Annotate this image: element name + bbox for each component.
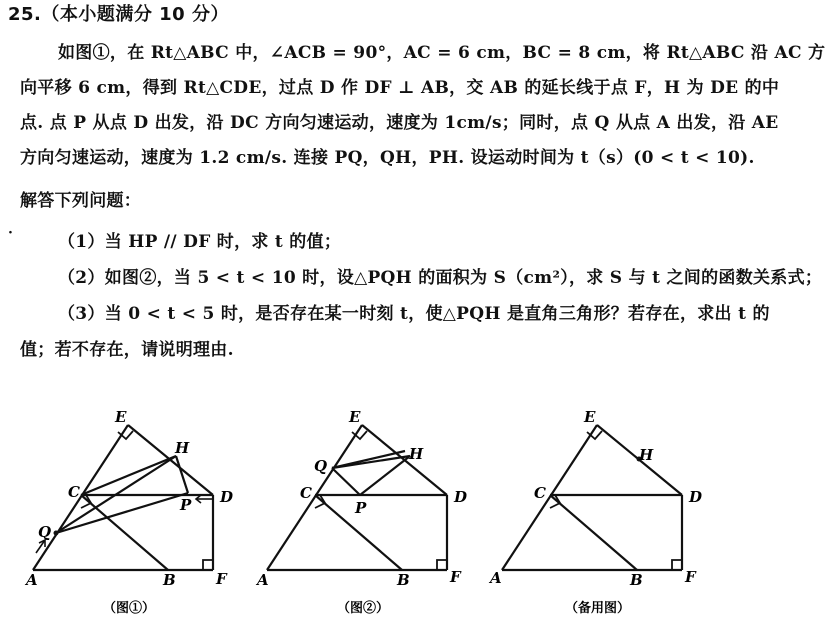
fig3-label-b: B bbox=[630, 571, 643, 589]
fig3-label-f: F bbox=[685, 568, 696, 586]
fig1-label-a: A bbox=[26, 571, 38, 589]
problem-text-line-1: 如图①，在 Rt△ABC 中，∠ACB = 90°，AC = 6 cm，BC = 8 cm，将 Rt△ABC 沿 AC 方 bbox=[58, 43, 825, 63]
fig2-label-d: D bbox=[454, 488, 468, 506]
question-1: （1）当 HP // DF 时，求 t 的值； bbox=[58, 232, 342, 252]
problem-text-line-4: 方向匀速运动，速度为 1.2 cm/s. 连接 PQ，QH，PH. 设运动时间为 t（s）(0 < t < 10). bbox=[20, 148, 755, 168]
fig3-label-c: C bbox=[534, 484, 546, 502]
fig1-label-e: E bbox=[115, 408, 127, 426]
fig3-label-e: E bbox=[584, 408, 596, 426]
fig1-label-c: C bbox=[68, 483, 80, 501]
fig1-label-h: H bbox=[175, 439, 190, 457]
fig2-label-e: E bbox=[349, 408, 361, 426]
question-2: （2）如图②，当 5 < t < 10 时，设△PQH 的面积为 S（cm²），求 S 与 t 之间的函数关系式； bbox=[58, 268, 823, 288]
figure-2-diagram bbox=[252, 400, 477, 618]
fig1-label-q: Q bbox=[38, 523, 52, 541]
problem-text-line-2: 向平移 6 cm，得到 Rt△CDE，过点 D 作 DF ⊥ AB，交 AB 的延长线于点 F，H 为 DE 的中 bbox=[20, 78, 780, 98]
fig2-label-a: A bbox=[257, 571, 269, 589]
fig1-label-b: B bbox=[163, 571, 176, 589]
fig1-label-d: D bbox=[220, 488, 234, 506]
fig1-label-f: F bbox=[216, 570, 227, 588]
fig2-label-c: C bbox=[300, 484, 312, 502]
fig3-label-a: A bbox=[490, 569, 502, 587]
question-3: （3）当 0 < t < 5 时，是否存在某一时刻 t，使△PQH 是直角三角形？若存在，求出 t 的 bbox=[58, 304, 770, 324]
fig2-label-h: H bbox=[409, 445, 424, 463]
fig1-label-p: P bbox=[180, 496, 192, 514]
fig3-caption: （备用图） bbox=[565, 601, 631, 616]
fig2-label-p: P bbox=[355, 499, 367, 517]
question-3-continued: 值；若不存在，请说明理由. bbox=[20, 340, 234, 360]
problem-text-line-3: 点. 点 P 从点 D 出发，沿 DC 方向匀速运动，速度为 1cm/s；同时，点 Q 从点 A 出发，沿 AE bbox=[20, 113, 779, 133]
fig1-caption: （图①） bbox=[103, 601, 156, 616]
fig2-label-f: F bbox=[450, 568, 461, 586]
fig2-label-b: B bbox=[397, 571, 410, 589]
fig2-caption: （图②） bbox=[337, 601, 390, 616]
figure-3-spare-diagram bbox=[487, 400, 712, 618]
figure-1-diagram bbox=[18, 400, 243, 618]
fig2-label-q: Q bbox=[314, 457, 328, 475]
bullet-mark: · bbox=[8, 225, 13, 241]
problem-text-line-5: 解答下列问题： bbox=[20, 191, 142, 211]
fig3-label-h: H bbox=[639, 446, 654, 464]
fig3-label-d: D bbox=[689, 488, 703, 506]
problem-title: 25.（本小题满分 10 分） bbox=[8, 4, 229, 25]
